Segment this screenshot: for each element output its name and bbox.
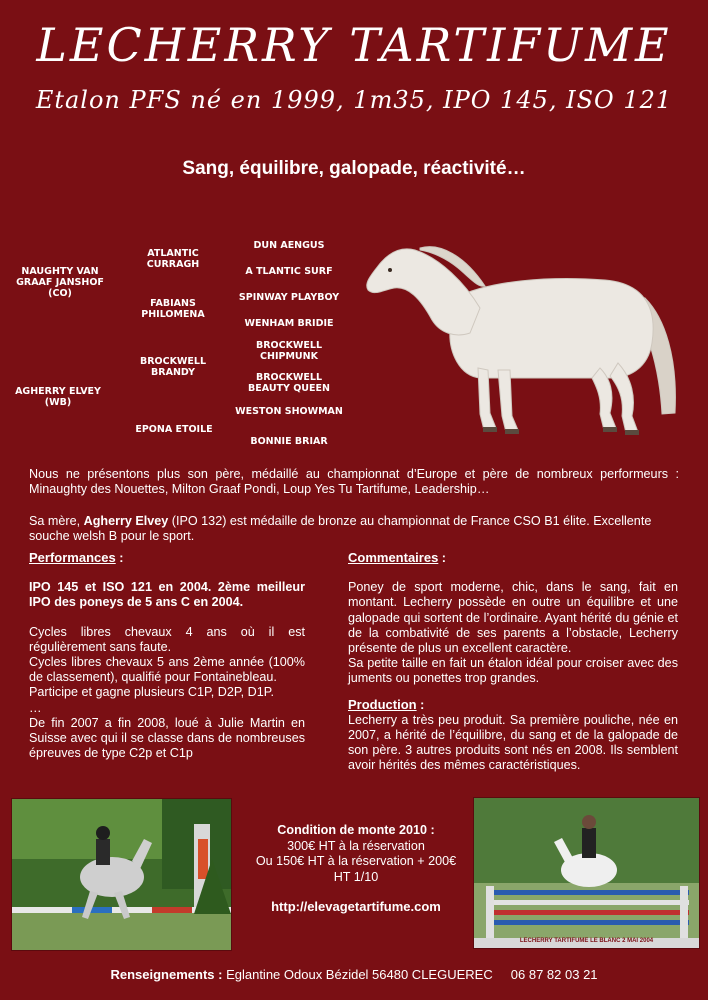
page-subtitle: Etalon PFS né en 1999, 1m35, IPO 145, ISO 121	[35, 86, 673, 114]
performances-paragraph: Cycles libres chevaux 4 ans où il est régulièrement sans faute.	[29, 624, 305, 654]
horse-image	[360, 228, 690, 443]
pedigree-great-grandparent: BONNIE BRIAR	[250, 436, 328, 447]
commentaires-paragraph: Sa petite taille en fait un étalon idéal pour croiser avec des juments ou ponettes trop grandes.	[348, 656, 678, 686]
pedigree-great-grandparent: A TLANTIC SURF	[245, 266, 333, 277]
photo-caption: LECHERRY TARTIFUME LE BLANC 2 MAI 2004	[519, 938, 654, 944]
pedigree-grandparent: FABIANS PHILOMENA	[141, 298, 205, 320]
conditions-block	[232, 823, 480, 915]
performances-paragraph: Cycles libres chevaux 5 ans 2ème année (100% de classement), qualifié pour Fontainebleau.	[29, 655, 305, 685]
mother-name: Agherry Elvey	[83, 514, 169, 528]
tagline: Sang, équilibre, galopade, réactivité…	[182, 158, 526, 179]
pedigree-grandparent: EPONA ETOILE	[135, 424, 213, 435]
performances-paragraph: De fin 2007 a fin 2008, loué à Julie Martin en Suisse avec qui il se classe dans de nombreuses épreuves de type C2p et C1p	[29, 715, 305, 761]
pedigree-grandparent: BROCKWELL BRANDY	[139, 356, 207, 378]
pedigree-great-grandparent: WESTON SHOWMAN	[235, 406, 343, 417]
footer	[0, 967, 708, 982]
pedigree-great-grandparent: DUN AENGUS	[253, 240, 325, 251]
conditions-line: HT 1/10	[333, 869, 379, 884]
performances-paragraph: …	[29, 700, 42, 715]
pedigree-grandparent: ATLANTIC CURRAGH	[146, 248, 200, 270]
website-link[interactable]: http://elevagetartifume.com	[271, 899, 441, 914]
footer-contact: Eglantine Odoux Bézidel 56480 CLEGUEREC	[222, 967, 493, 982]
performances-heading: Performances :	[29, 550, 124, 565]
jumping-photo-left-image	[12, 799, 231, 950]
pedigree-dam: AGHERRY ELVEY (WB)	[15, 386, 101, 408]
commentaires-paragraph: Poney de sport moderne, chic, dans le sang, fait en montant. Lecherry possède en outre un équilibre et une galopade qui sortent de l’ordinaire. Ayant hérité du génie et de la combativité de ses parents a l’obstacle, Lecherry présente de plus un excellent caractère.	[348, 580, 678, 656]
performances-column	[29, 550, 305, 761]
pedigree-great-grandparent: WENHAM BRIDIE	[244, 318, 334, 329]
jumping-photo-right	[473, 797, 700, 949]
pedigree-great-grandparent: BROCKWELL BEAUTY QUEEN	[248, 372, 330, 394]
pedigree-great-grandparent: SPINWAY PLAYBOY	[238, 292, 340, 303]
mother-suffix: (IPO 132) est médaille de bronze au championnat de France CSO B1 élite. Excellente souche welsh B pour le sport.	[29, 514, 652, 544]
father-paragraph: Nous ne présentons plus son père, médaillé au championnat d’Europe et père de nombreux performeurs : Minaughty des Nouettes, Milton Graaf Pondi, Loup Yes Tu Tartifume, Leadership…	[29, 467, 679, 497]
footer-label: Renseignements :	[110, 967, 223, 982]
pedigree-sire: NAUGHTY VAN GRAAF JANSHOF (CO)	[16, 266, 104, 299]
conditions-title: Condition de monte 2010 :	[277, 823, 435, 837]
conditions-line: 300€ HT à la réservation	[287, 838, 425, 853]
commentaires-column	[348, 550, 678, 774]
mother-prefix: Sa mère,	[29, 514, 84, 528]
conditions-line: Ou 150€ HT à la réservation + 200€	[255, 854, 457, 868]
performances-paragraph: Participe et gagne plusieurs C1P, D2P, D1P.	[29, 685, 275, 700]
performances-headline: IPO 145 et ISO 121 en 2004. 2ème meilleur IPO des poneys de 5 ans C en 2004.	[29, 580, 305, 610]
commentaires-heading: Commentaires :	[348, 550, 447, 565]
jumping-photo-right-image	[474, 798, 699, 948]
footer-phone: 06 87 82 03 21	[510, 967, 598, 982]
mother-paragraph	[29, 514, 684, 544]
pedigree-great-grandparent: BROCKWELL CHIPMUNK	[255, 340, 323, 362]
jumping-photo-left	[11, 798, 232, 951]
production-heading: Production :	[348, 696, 425, 712]
page-title: LECHERRY TARTIFUME	[36, 18, 672, 72]
production-paragraph: Lecherry a très peu produit. Sa première pouliche, née en 2007, a hérité de l’équilibre, du sang et de la galopade de son père. 3 autres produits sont nés en 2008. Ils semblent avoir hérités des mêmes caractéristiques.	[348, 712, 678, 773]
